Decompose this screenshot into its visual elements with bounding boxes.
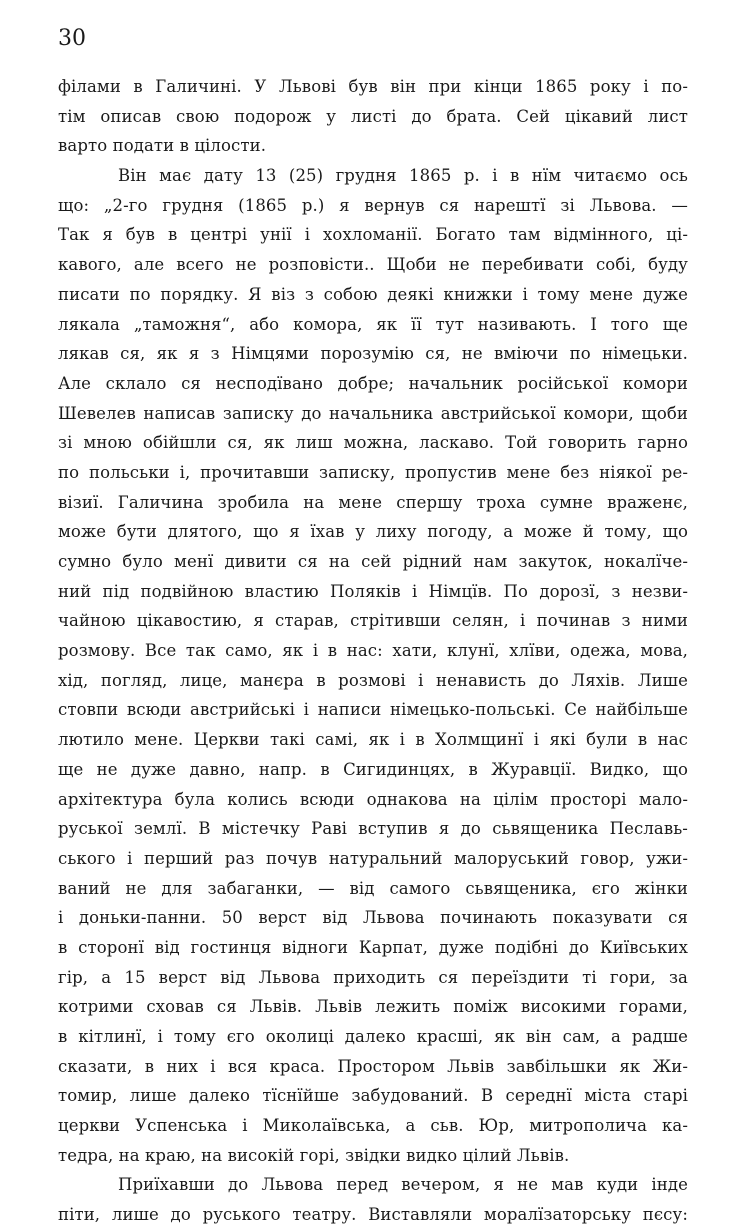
text-line: лютило мене. Церкви такі самі, як і в Холмщинї і які були в нас	[58, 730, 688, 750]
text-line: візиї. Галичина зробила на мене спершу троха сумне враженє,	[58, 492, 688, 512]
text-line: і доньки-панни. 50 верст від Львова починають показувати ся	[58, 908, 688, 928]
text-line: хід, погляд, лице, манєра в розмові і ненависть до Ляхів. Лише	[58, 670, 688, 690]
text-line: ваний не для забаганки, — від самого сьвященика, єго жінки	[58, 878, 688, 898]
text-line: може бути длятого, що я їхав у лиху погоду, а може й тому, що	[58, 522, 688, 542]
text-line: в кітлинї, і тому єго околиці далеко красші, як він сам, а радше	[58, 1027, 688, 1046]
text-line: в сторонї від гостинця відноги Карпат, дуже подібні до Київських	[58, 937, 688, 957]
page-number: 30	[58, 26, 86, 51]
text-line: тім описав свою подорож у листі до брата. Сей цікавий лист	[58, 106, 688, 126]
text-line: Він має дату 13 (25) грудня 1865 р. і в нїм читаємо ось	[118, 166, 688, 186]
text-line: тедра, на краю, на високій горі, звідки видко цілий Львів.	[58, 1145, 570, 1165]
text-line: по польськи і, прочитавши записку, пропустив мене без ніякої ре-	[58, 462, 688, 482]
text-line: Але склало ся несподївано добре; начальник російської комори	[58, 373, 688, 393]
text-line: архітектура була колись всюди однакова на цілім просторі мало-	[58, 789, 688, 809]
text-line: ще не дуже давно, напр. в Сигидинцях, в Журавції. Видко, що	[58, 759, 688, 779]
text-line: Так я був в центрі унії і хохломанії. Богато там відмінного, ці-	[58, 225, 688, 245]
text-line: церкви Успенська і Миколаївська, а сьв. Юр, митрополича ка-	[58, 1116, 688, 1136]
text-line: Приїхавши до Львова перед вечером, я не мав куди інде	[118, 1175, 688, 1195]
text-line: піти, лише до руського театру. Виставляли моралїзаторську пєсу:	[58, 1205, 688, 1225]
text-line: зі мною обійшли ся, як лиш можна, ласкаво. Той говорить гарно	[58, 433, 688, 453]
text-line: що: „2-го грудня (1865 р.) я вернув ся нарештї зі Львова. —	[58, 195, 688, 215]
text-line: руської землї. В містечку Раві вступив я до сьвященика Пеславь-	[58, 819, 688, 839]
body-text	[58, 72, 688, 1230]
text-line: філами в Галичині. У Львові був він при кінци 1865 року і по-	[58, 77, 688, 96]
text-line: котрими сховав ся Львів. Львів лежить поміж високими горами,	[58, 997, 688, 1017]
text-line: сумно було менї дивити ся на сей рідний нам закуток, нокалїче-	[58, 552, 688, 571]
text-line: томир, лише далеко тїснїйше забудований. В середнї міста старі	[58, 1086, 688, 1106]
text-line: варто подати в цілости.	[58, 136, 267, 156]
text-line: чайною цікавостию, я старав, стрітивши селян, і починав з ними	[58, 611, 688, 631]
text-line: писати по порядку. Я віз з собою деякі книжки і тому мене дуже	[58, 284, 688, 304]
text-line: кавого, але всего не розповісти.. Щоби не перебивати собі, буду	[58, 255, 688, 275]
text-line: гір, а 15 верст від Львова приходить ся переїздити ті гори, за	[58, 967, 688, 987]
text-line: розмову. Все так само, як і в нас: хати, клунї, хлїви, одежа, мова,	[58, 641, 688, 661]
text-line: лякав ся, як я з Німцями порозумію ся, не вміючи по німецьки.	[58, 344, 688, 364]
text-line: ний під подвійною властию Поляків і Німцїв. По дорозї, з незви-	[58, 581, 688, 601]
text-line: Шевелев написав записку до начальника австрийської комори, щоби	[58, 403, 688, 423]
text-line: стовпи всюди австрийські і написи німецько-польські. Се найбільше	[58, 700, 688, 720]
text-line: сказати, в них і вся краса. Простором Львів завбільшки як Жи-	[58, 1056, 688, 1076]
text-line: ського і перший раз почув натуральний малоруський говор, ужи-	[58, 848, 688, 868]
text-line: лякала „таможня“, або комора, як її тут називають. І того ще	[58, 314, 688, 334]
